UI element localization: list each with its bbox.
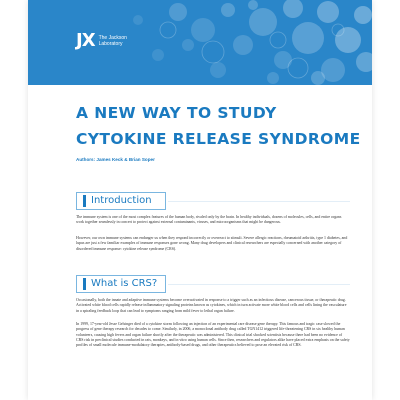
authors-line: Authors: James Keck & Brian Soper [76,157,155,162]
intro-paragraph-2: However, our own immune systems can endanger us when they respond incorrectly or overreact to stimuli. Severe allergic reactions, rheumatoid arthritis, type 1 diabetes, and lupus are just a few familiar examples of immune responses gone wrong. Many drug developers and clinical researchers are especially concerned with another category of disordered immune response: cytokine release syndrome (CRS). [76,236,348,251]
section-heading-introduction [76,192,166,210]
section-divider [168,201,350,202]
section-divider [168,284,350,285]
title-line2: CYTOKINE RELEASE SYNDROME [76,130,361,148]
title-line1: A NEW WAY TO STUDY [76,104,277,122]
logo-mark: JX [76,30,95,51]
logo-name [99,35,127,47]
section-heading-label: What is CRS? [91,278,158,289]
heading-accent-bar [83,195,86,207]
crs-paragraph-2: In 1999, 17-year-old Jesse Gelsinger died of a cytokine storm following an injection of an experimental rare disease gene therapy. This famous and tragic case slowed the progress of gene therapy research for decades to come. Similarly, in 2006, a monoclonal antibody drug called TGN1412 triggered life-threatening CRS in six healthy human volunteers, causing high fevers and organ failure shortly after the therapeutic was administered. This clinical trial shocked scientists because there had been no evidence of CRS risk in preclinical studies conducted in rats, monkeys, and in vitro using human cells. Since then, researchers and regulators alike have placed extra emphasis on the safety profiles of small molecule immune-modulatory therapies, antibody-based drugs, and other therapeutics believed to pose an elevated risk of CRS. [76,322,350,348]
logo-name-line1: The Jackson [98,35,127,41]
intro-paragraph-1: The immune system is one of the most complex features of the human body, rivaled only by the brain. In healthy individuals, dozens of molecules, cells, and entire organs work together seamlessly in concert to protect against external contaminants, viruses, and microorganisms that might be dangerous. [76,215,342,225]
header-banner [28,0,372,85]
section-heading-label: Introduction [91,195,152,206]
heading-accent-bar [83,278,86,290]
document-title [76,100,366,152]
document-page [28,0,372,400]
jackson-laboratory-logo [76,30,127,52]
crs-paragraph-1: Occasionally, both the innate and adaptive immune systems become overactivated in response to a trigger such as an infectious disease, cancerous tissue, or therapeutic drug. Activated white blood cells rapidly release inflammatory signaling proteins known as cytokines, which in turn activate more white blood cells and cells lining the vasculature in a spiraling feedback loop that can lead to symptoms ranging from mild fever to lethal organ failure. [76,298,347,313]
logo-name-line2: Laboratory [98,41,123,47]
section-heading-what-is-crs [76,275,166,293]
